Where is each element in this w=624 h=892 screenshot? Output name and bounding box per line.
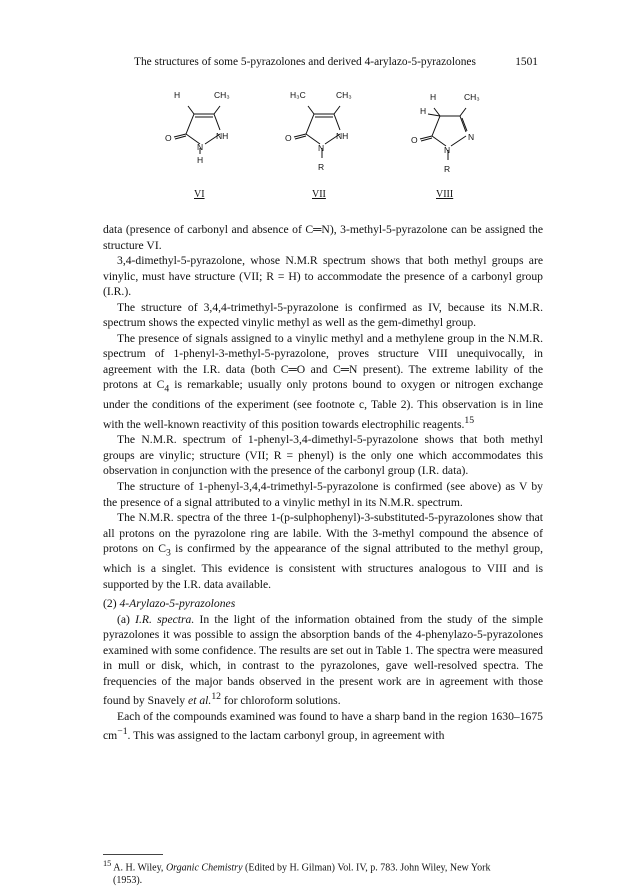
paragraph: (a) I.R. spectra. In the light of the information obtained from the study of the simple pyrazolones it was possible to assign the absorption bands of the 4-phenylazo-5-pyrazolones examined with some confidence. The results are set out in Table 1. The spectra were measured in mull or disk, which, in contrast to the pyrazolones, gave well-resolved spectra. The frequencies of the major bands observed in the present work are in agreement with those found by Snavely et al.$^{12}$ for chloroform solutions.	[103, 612, 543, 708]
structure-vi-label: VI	[194, 189, 205, 200]
paragraph: The structure of 3,4,4-trimethyl-5-pyrazolone is confirmed as IV, because its N.M.R. spectrum shows the expected vinylic methyl as well as the gem-dimethyl group.	[103, 300, 543, 330]
viii-r-label: R	[444, 164, 451, 174]
section-heading: (2) 4-Arylazo-5-pyrazolones	[103, 597, 236, 611]
paragraph: 3,4-dimethyl-5-pyrazolone, whose N.M.R spectrum shows that both methyl groups are vinylic, must have structure (VII; R = H) to accommodate the presence of a carbonyl group (I.R.).	[103, 254, 543, 299]
structure-vii-bonds	[294, 106, 340, 158]
vi-ch3-label: CH₃	[214, 90, 230, 100]
paragraph: The N.M.R. spectrum of 1-phenyl-3,4-dimethyl-5-pyrazolone shows that both methyl groups are vinylic; structure (VII; R = phenyl) is the only one which accommodates this observation in conjunction with the presence of the carbonyl group (I.R. data).	[103, 433, 543, 478]
viii-n-bottom-label: N	[444, 145, 451, 155]
paragraph: The N.M.R. spectra of the three 1-(p-sulphophenyl)-3-substituted-5-pyrazolones show that all protons on the pyrazolone ring are labile. With the 3-methyl compound the absence of protons on $C_3$ is confirmed by the appearance of the signal attributed to the methyl group, which is a singlet. This evidence is consistent with structures analogous to VIII and is supported by the I.R. data available.	[103, 511, 543, 591]
structure-vii-label: VII	[312, 189, 326, 200]
reference-marker: 15	[464, 414, 475, 426]
vii-n-label: N	[318, 143, 325, 153]
vi-o-label: O	[165, 133, 172, 143]
reference-marker: 12	[211, 691, 221, 703]
vii-ch3-label: CH₃	[336, 90, 352, 100]
viii-o-label: O	[411, 135, 418, 145]
viii-h2-label: H	[420, 106, 427, 116]
vi-h-label: H	[174, 90, 181, 100]
footnote-continuation: (1953).	[113, 874, 143, 886]
footnote-number: 15	[103, 859, 112, 868]
viii-ch3-label: CH₃	[464, 92, 480, 102]
viii-n-right-label: N	[468, 132, 475, 142]
vii-r-label: R	[318, 162, 325, 172]
footnote: $^{15}$ A. H. Wiley, Organic Chemistry (Edited by H. Gilman) Vol. IV, p. 783. John Wiley, New York (1953).	[103, 858, 543, 887]
page-number: 1501	[515, 56, 538, 68]
structure-viii-label: VIII	[436, 189, 454, 200]
paragraph: Each of the compounds examined was found to have a sharp band in the region 1630–1675 $cm^{-1}$. This was assigned to the lactam carbonyl group, in agreement with	[103, 709, 543, 743]
footnote-rule	[103, 854, 163, 855]
vii-nh-label: NH	[336, 131, 349, 141]
paragraph: The structure of 1-phenyl-3,4,4-trimethyl-5-pyrazolone is confirmed (see above) as V by the presence of a signal attributed to a vinylic methyl in its N.M.R. spectrum.	[103, 479, 543, 509]
subsection-heading: I.R. spectra.	[135, 612, 195, 626]
structures-svg	[150, 84, 510, 214]
paragraph: The presence of signals assigned to a vinylic methyl and a methylene group in the N.M.R. spectrum of 1-phenyl-3-methyl-5-pyrazolone, proves structure VIII unequivocally, in agreement with the I.R. data (both C═O and C═N present). The extreme lability of the protons at $C_4$ is remarkable; usually only protons bound to oxygen or nitrogen exchange under the conditions of the experiment (see footnote c, Table 2). This observation is in line with the well-known reactivity of this position towards electrophilic reagents.$^{15}$	[103, 331, 543, 431]
vii-o-label: O	[285, 133, 292, 143]
running-head-title: The structures of some 5-pyrazolones and derived 4-arylazo-5-pyrazolones	[134, 56, 476, 68]
body-text	[103, 222, 543, 744]
structure-figures	[150, 84, 510, 214]
vii-h3c-label: H₃C	[290, 90, 306, 100]
vi-nh-label: NH	[216, 131, 229, 141]
vi-h-bottom-label: H	[197, 155, 204, 165]
viii-h1-label: H	[430, 92, 437, 102]
paragraph: data (presence of carbonyl and absence of C═N), 3-methyl-5-pyrazolone can be assigned the structure VI.	[103, 223, 543, 252]
vi-n-label: N	[197, 142, 204, 152]
